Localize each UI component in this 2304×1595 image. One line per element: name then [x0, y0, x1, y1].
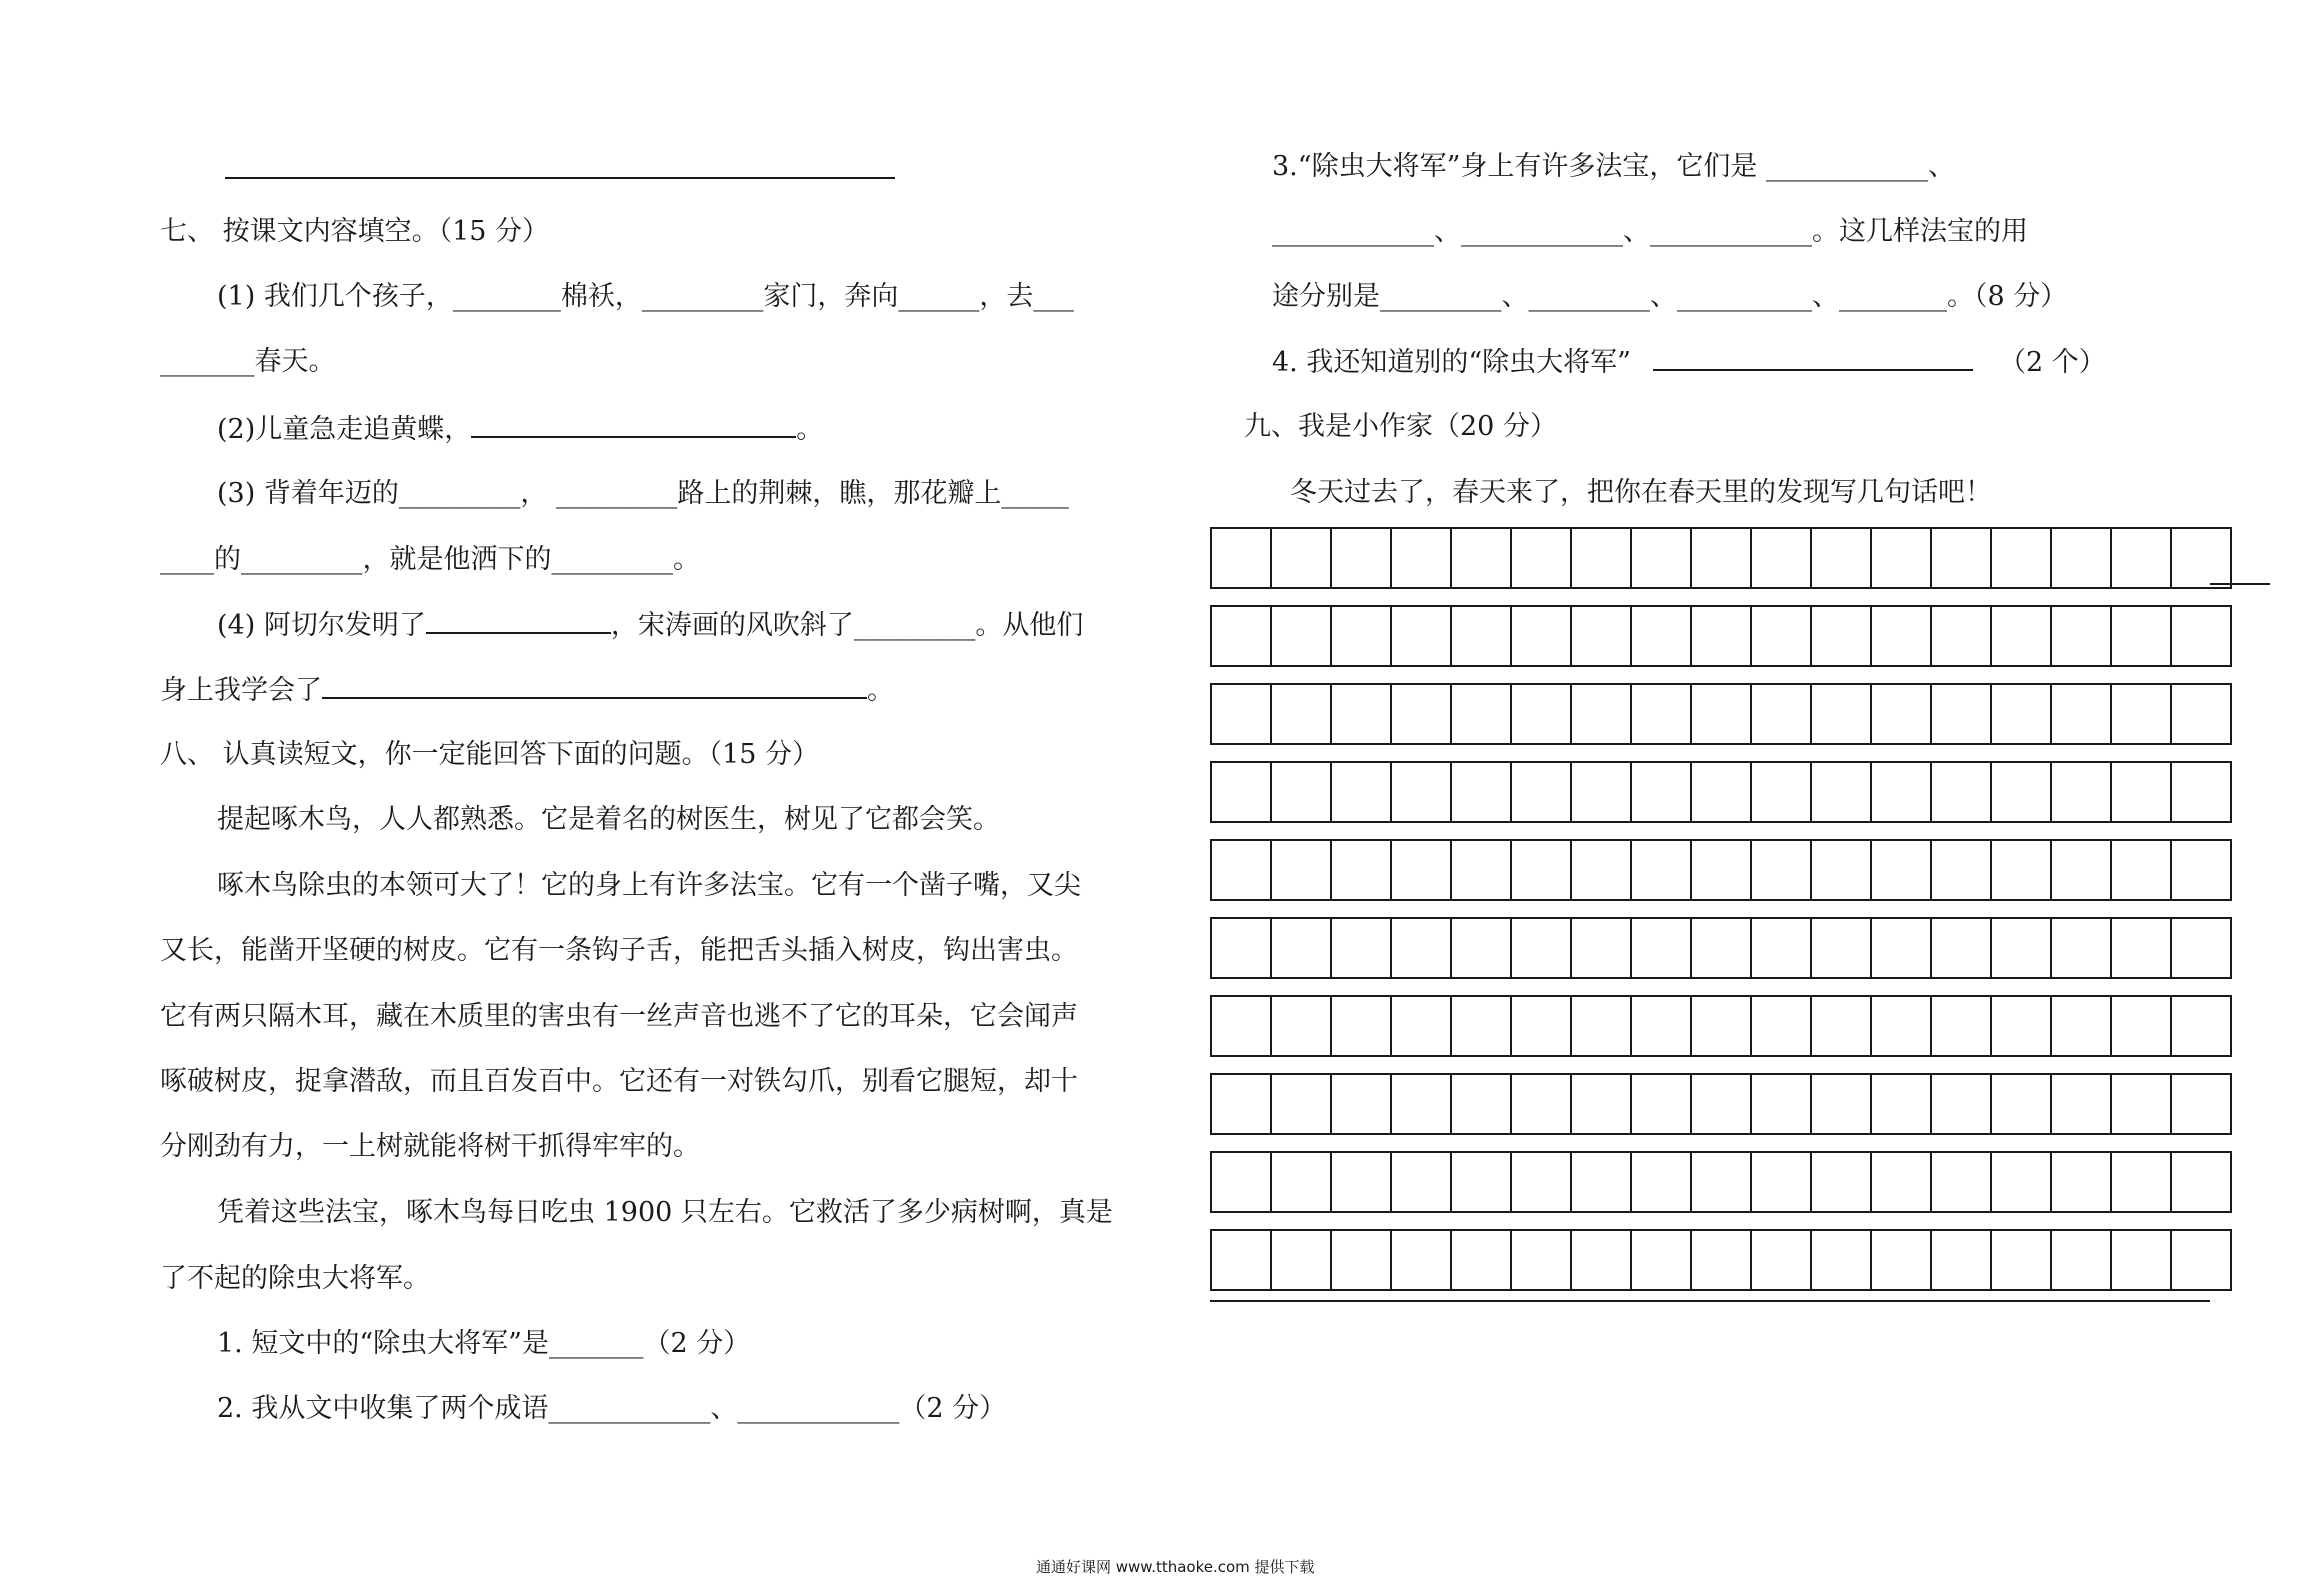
s7-q4-text-c: 身上我学会了	[160, 675, 322, 706]
grid-cell[interactable]	[2170, 605, 2232, 667]
grid-cell[interactable]	[1990, 995, 2052, 1057]
grid-cell[interactable]	[1750, 683, 1812, 745]
s7-q4-text-a: (4) 阿切尔发明了	[217, 610, 426, 641]
grid-cell[interactable]	[1750, 995, 1812, 1057]
grid-cell[interactable]	[1870, 1151, 1932, 1213]
grid-cell[interactable]	[1930, 839, 1992, 901]
passage-p2-line1: 啄木鸟除虫的本领可大了！它的身上有许多法宝。它有一个凿子嘴，又尖	[217, 870, 1081, 901]
grid-cell[interactable]	[1930, 527, 1992, 589]
grid-cell[interactable]	[1510, 839, 1572, 901]
s7-q2	[217, 412, 823, 447]
grid-cell[interactable]	[2170, 527, 2232, 589]
grid-cell[interactable]	[1270, 839, 1332, 901]
grid-row	[1210, 527, 2230, 589]
question-4	[1272, 345, 2106, 380]
grid-cell[interactable]	[1330, 761, 1392, 823]
grid-cell[interactable]	[1450, 995, 1512, 1057]
grid-cell[interactable]	[2110, 839, 2172, 901]
grid-cell[interactable]	[1690, 995, 1752, 1057]
grid-cell[interactable]	[1450, 1073, 1512, 1135]
grid-cell[interactable]	[1390, 1229, 1452, 1291]
grid-cell[interactable]	[1930, 1229, 1992, 1291]
s7-q4-text-b: ，宋涛画的风吹斜了_________。从他们	[610, 610, 1084, 641]
grid-cell[interactable]	[1450, 605, 1512, 667]
grid-cell[interactable]	[1330, 683, 1392, 745]
grid-cell[interactable]	[1450, 1151, 1512, 1213]
passage-p2-line3: 它有两只隔木耳，藏在木质里的害虫有一丝声音也逃不了它的耳朵，它会闻声	[160, 1001, 1078, 1032]
grid-cell[interactable]	[1330, 917, 1392, 979]
grid-cell[interactable]	[1930, 995, 1992, 1057]
grid-cell[interactable]	[1510, 1229, 1572, 1291]
grid-cell[interactable]	[1750, 917, 1812, 979]
grid-cell[interactable]	[1630, 1073, 1692, 1135]
grid-cell[interactable]	[1810, 683, 1872, 745]
grid-cell[interactable]	[1570, 1229, 1632, 1291]
grid-cell[interactable]	[1390, 839, 1452, 901]
grid-cell[interactable]	[1510, 761, 1572, 823]
passage-p1: 提起啄木鸟，人人都熟悉。它是着名的树医生，树见了它都会笑。	[217, 804, 1000, 835]
grid-cell[interactable]	[1270, 1229, 1332, 1291]
q4-text: 4. 我还知道别的“除虫大将军”	[1272, 347, 1631, 378]
grid-cell[interactable]	[1690, 683, 1752, 745]
grid-cell[interactable]	[1630, 605, 1692, 667]
grid-cell[interactable]	[2170, 1229, 2232, 1291]
passage-p2-line4: 啄破树皮，捉拿潜敌，而且百发百中。它还有一对铁勾爪，别看它腿短，却十	[160, 1066, 1078, 1097]
grid-cell[interactable]	[1330, 527, 1392, 589]
grid-cell[interactable]	[1390, 1151, 1452, 1213]
grid-cell[interactable]	[2110, 1229, 2172, 1291]
grid-cell[interactable]	[1930, 761, 1992, 823]
grid-cell[interactable]	[1390, 1073, 1452, 1135]
grid-cell[interactable]	[1810, 605, 1872, 667]
grid-cell[interactable]	[1330, 839, 1392, 901]
grid-cell[interactable]	[1390, 917, 1452, 979]
grid-cell[interactable]	[1990, 761, 2052, 823]
s7-q2-end: 。	[796, 414, 824, 445]
grid-cell[interactable]	[1210, 527, 1272, 589]
grid-cell[interactable]	[2110, 605, 2172, 667]
q4-blank[interactable]	[1653, 345, 1973, 371]
grid-cell[interactable]	[1810, 995, 1872, 1057]
grid-cell[interactable]	[1810, 1073, 1872, 1135]
grid-cell[interactable]	[1750, 839, 1812, 901]
grid-cell[interactable]	[1570, 995, 1632, 1057]
grid-cell[interactable]	[1630, 1151, 1692, 1213]
grid-cell[interactable]	[1570, 1073, 1632, 1135]
grid-cell[interactable]	[1810, 1151, 1872, 1213]
grid-cell[interactable]	[1630, 683, 1692, 745]
grid-cell[interactable]	[1750, 761, 1812, 823]
s7-q4-blank-a[interactable]	[426, 608, 611, 634]
grid-row	[1210, 839, 2230, 901]
grid-row	[1210, 761, 2230, 823]
question-3-line2: ____________、____________、____________。这几样法宝的用	[1272, 216, 2028, 247]
grid-cell[interactable]	[1210, 1073, 1272, 1135]
section-9-prompt: 冬天过去了，春天来了，把你在春天里的发现写几句话吧！	[1290, 477, 1992, 508]
grid-cell[interactable]	[2110, 1073, 2172, 1135]
grid-cell[interactable]	[1810, 1229, 1872, 1291]
s7-q2-text: (2)儿童急走追黄蝶，	[217, 414, 472, 445]
grid-cell[interactable]	[1330, 1151, 1392, 1213]
grid-cell[interactable]	[2110, 761, 2172, 823]
grid-cell[interactable]	[1510, 527, 1572, 589]
grid-cell[interactable]	[1510, 683, 1572, 745]
grid-cell[interactable]	[1450, 917, 1512, 979]
grid-cell[interactable]	[1990, 527, 2052, 589]
grid-cell[interactable]	[1690, 527, 1752, 589]
grid-cell[interactable]	[1870, 839, 1932, 901]
grid-cell[interactable]	[1870, 917, 1932, 979]
question-3-line1: 3.“除虫大将军”身上有许多法宝，它们是 ____________、	[1272, 151, 1955, 182]
grid-cell[interactable]	[1330, 1229, 1392, 1291]
grid-cell[interactable]	[1990, 839, 2052, 901]
grid-cell[interactable]	[1510, 1151, 1572, 1213]
grid-cell[interactable]	[1630, 527, 1692, 589]
answer-line-top	[225, 177, 895, 179]
grid-cell[interactable]	[1870, 995, 1932, 1057]
grid-cell[interactable]	[1630, 1229, 1692, 1291]
s7-q3-line1: (3) 背着年迈的_________， _________路上的荆棘，瞧，那花瓣上_____	[217, 478, 1069, 509]
passage-p2-line5: 分刚劲有力，一上树就能将树干抓得牢牢的。	[160, 1131, 700, 1162]
q4-count: （2 个）	[1998, 347, 2106, 378]
grid-cell[interactable]	[1510, 995, 1572, 1057]
grid-cell[interactable]	[1210, 917, 1272, 979]
grid-cell[interactable]	[2170, 995, 2232, 1057]
grid-cell[interactable]	[2170, 1151, 2232, 1213]
grid-row	[1210, 1073, 2230, 1135]
grid-cell[interactable]	[1990, 917, 2052, 979]
grid-cell[interactable]	[1510, 1073, 1572, 1135]
grid-cell[interactable]	[1870, 1229, 1932, 1291]
grid-cell[interactable]	[1750, 527, 1812, 589]
grid-cell[interactable]	[1630, 761, 1692, 823]
grid-cell[interactable]	[1570, 839, 1632, 901]
s7-q2-blank[interactable]	[471, 412, 796, 438]
grid-cell[interactable]	[1810, 839, 1872, 901]
grid-cell[interactable]	[2050, 683, 2112, 745]
grid-cell[interactable]	[1210, 995, 1272, 1057]
grid-cell[interactable]	[2050, 1151, 2112, 1213]
grid-cell[interactable]	[1270, 1073, 1332, 1135]
grid-cell[interactable]	[2050, 1229, 2112, 1291]
grid-row	[1210, 1151, 2230, 1213]
grid-cell[interactable]	[1870, 761, 1932, 823]
grid-row	[1210, 683, 2230, 745]
section-8-heading: 八、 认真读短文，你一定能回答下面的问题。（15 分）	[160, 739, 820, 770]
footer-credit: 通通好课网 www.tthaoke.com 提供下载	[1036, 1558, 1315, 1576]
grid-cell[interactable]	[1930, 917, 1992, 979]
grid-cell[interactable]	[1750, 1151, 1812, 1213]
grid-cell[interactable]	[2050, 839, 2112, 901]
grid-cell[interactable]	[1330, 1073, 1392, 1135]
grid-cell[interactable]	[1390, 605, 1452, 667]
s7-q4-end: 。	[867, 675, 894, 706]
grid-cell[interactable]	[1270, 1151, 1332, 1213]
grid-cell[interactable]	[1450, 527, 1512, 589]
grid-cell[interactable]	[1570, 761, 1632, 823]
grid-cell[interactable]	[1870, 605, 1932, 667]
grid-cell[interactable]	[1210, 1151, 1272, 1213]
grid-cell[interactable]	[1990, 1229, 2052, 1291]
grid-cell[interactable]	[1210, 683, 1272, 745]
grid-cell[interactable]	[2050, 917, 2112, 979]
grid-cell[interactable]	[1630, 995, 1692, 1057]
grid-cell[interactable]	[1690, 917, 1752, 979]
grid-cell[interactable]	[1330, 605, 1392, 667]
grid-cell[interactable]	[1810, 527, 1872, 589]
grid-cell[interactable]	[2050, 1073, 2112, 1135]
grid-cell[interactable]	[1750, 1073, 1812, 1135]
grid-cell[interactable]	[1930, 1151, 1992, 1213]
grid-cell[interactable]	[1870, 683, 1932, 745]
grid-cell[interactable]	[2050, 761, 2112, 823]
grid-row	[1210, 1229, 2230, 1291]
grid-cell[interactable]	[1270, 683, 1332, 745]
grid-cell[interactable]	[1690, 1073, 1752, 1135]
grid-cell[interactable]	[1930, 683, 1992, 745]
grid-cell[interactable]	[1570, 605, 1632, 667]
s7-q1-line1: (1) 我们几个孩子，________棉袄，_________家门，奔向______，去___	[217, 281, 1074, 312]
grid-cell[interactable]	[1270, 917, 1332, 979]
section-7-heading: 七、 按课文内容填空。（15 分）	[160, 216, 550, 247]
grid-cell[interactable]	[1510, 917, 1572, 979]
grid-cell[interactable]	[1750, 605, 1812, 667]
grid-cell[interactable]	[1990, 683, 2052, 745]
grid-cell[interactable]	[1990, 1151, 2052, 1213]
grid-cell[interactable]	[2110, 1151, 2172, 1213]
grid-cell[interactable]	[1390, 527, 1452, 589]
grid-cell[interactable]	[2170, 761, 2232, 823]
grid-row	[1210, 995, 2230, 1057]
grid-cell[interactable]	[2110, 527, 2172, 589]
grid-cell[interactable]	[1270, 527, 1332, 589]
grid-cell[interactable]	[1210, 761, 1272, 823]
grid-cell[interactable]	[2050, 527, 2112, 589]
passage-p3-line1: 凭着这些法宝，啄木鸟每日吃虫 1900 只左右。它救活了多少病树啊，真是	[217, 1197, 1113, 1228]
grid-cell[interactable]	[2170, 839, 2232, 901]
grid-cell[interactable]	[1810, 761, 1872, 823]
grid-cell[interactable]	[1450, 839, 1512, 901]
grid-cell[interactable]	[2050, 995, 2112, 1057]
grid-cell[interactable]	[1450, 1229, 1512, 1291]
grid-cell[interactable]	[1450, 761, 1512, 823]
grid-cell[interactable]	[1690, 761, 1752, 823]
grid-cell[interactable]	[1270, 605, 1332, 667]
grid-cell[interactable]	[1570, 527, 1632, 589]
grid-cell[interactable]	[1270, 995, 1332, 1057]
grid-row	[1210, 917, 2230, 979]
grid-cell[interactable]	[2110, 917, 2172, 979]
s7-q4-blank-b[interactable]	[322, 673, 867, 699]
grid-cell[interactable]	[1870, 1073, 1932, 1135]
grid-cell[interactable]	[2110, 683, 2172, 745]
question-1: 1. 短文中的“除虫大将军”是_______（2 分）	[217, 1328, 751, 1359]
grid-cell[interactable]	[1690, 839, 1752, 901]
grid-cell[interactable]	[1690, 605, 1752, 667]
grid-cell[interactable]	[1750, 1229, 1812, 1291]
grid-cell[interactable]	[1690, 1229, 1752, 1291]
grid-bottom-line	[1210, 1300, 2210, 1302]
section-9-heading: 九、我是小作家（20 分）	[1244, 411, 1557, 442]
question-2: 2. 我从文中收集了两个成语____________、____________（2 分）	[217, 1393, 1007, 1424]
grid-cell[interactable]	[1390, 995, 1452, 1057]
s7-q1-line2: _______春天。	[160, 346, 336, 377]
grid-cell[interactable]	[1390, 683, 1452, 745]
grid-cell[interactable]	[1930, 1073, 1992, 1135]
grid-cell[interactable]	[1570, 917, 1632, 979]
grid-cell[interactable]	[2170, 917, 2232, 979]
grid-cell[interactable]	[1930, 605, 1992, 667]
grid-row	[1210, 605, 2230, 667]
grid-cell[interactable]	[1270, 761, 1332, 823]
s7-q3-line2: ____的_________，就是他洒下的_________。	[160, 544, 700, 575]
grid-cell[interactable]	[1450, 683, 1512, 745]
grid-cell[interactable]	[1330, 995, 1392, 1057]
grid-cell[interactable]	[2110, 995, 2172, 1057]
grid-cell[interactable]	[1990, 605, 2052, 667]
grid-cell[interactable]	[1630, 917, 1692, 979]
grid-cell[interactable]	[1990, 1073, 2052, 1135]
grid-cell[interactable]	[1210, 839, 1272, 901]
grid-cell[interactable]	[1390, 761, 1452, 823]
grid-cell[interactable]	[2170, 1073, 2232, 1135]
grid-cell[interactable]	[2050, 605, 2112, 667]
grid-cell[interactable]	[1510, 605, 1572, 667]
grid-cell[interactable]	[1210, 605, 1272, 667]
grid-cell[interactable]	[1690, 1151, 1752, 1213]
s7-q4-line2	[160, 673, 894, 708]
grid-cell[interactable]	[1570, 683, 1632, 745]
grid-cell[interactable]	[2170, 683, 2232, 745]
passage-p2-line2: 又长，能凿开坚硬的树皮。它有一条钩子舌，能把舌头插入树皮，钩出害虫。	[160, 935, 1078, 966]
passage-p3-line2: 了不起的除虫大将军。	[160, 1263, 430, 1294]
grid-row1-tail-line	[2210, 583, 2270, 585]
grid-cell[interactable]	[1870, 527, 1932, 589]
grid-cell[interactable]	[1570, 1151, 1632, 1213]
grid-cell[interactable]	[1630, 839, 1692, 901]
s7-q4-line1	[217, 608, 1083, 643]
grid-cell[interactable]	[1810, 917, 1872, 979]
question-3-line3: 途分别是_________、_________、__________、________。（8 分）	[1272, 281, 2068, 312]
grid-cell[interactable]	[1210, 1229, 1272, 1291]
